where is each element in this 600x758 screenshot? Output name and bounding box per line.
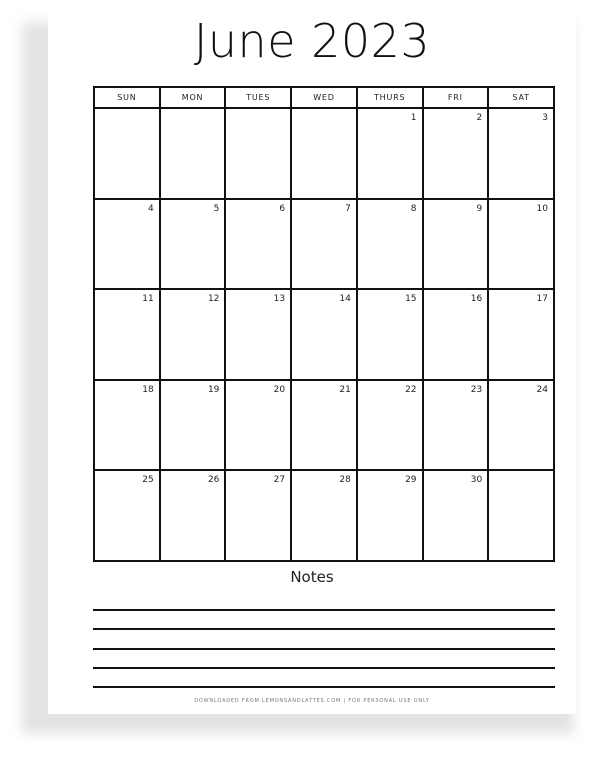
week-row: [94, 289, 554, 380]
day-cell: 6: [225, 199, 291, 290]
day-cell: 1: [357, 108, 423, 199]
day-cell: 21: [291, 380, 357, 471]
calendar-title: June 2023: [193, 14, 431, 68]
week-row: [94, 108, 554, 199]
day-cell: [225, 108, 291, 199]
week-row: [94, 380, 554, 471]
calendar-grid: [93, 86, 555, 562]
weekday-header-row: [94, 87, 554, 108]
day-cell: 2: [423, 108, 489, 199]
day-cell: 30: [423, 470, 489, 561]
note-line: [93, 667, 555, 669]
notes-heading: Notes: [290, 568, 334, 586]
day-cell: 4: [94, 199, 160, 290]
day-cell: 27: [225, 470, 291, 561]
day-cell: 28: [291, 470, 357, 561]
day-cell: 16: [423, 289, 489, 380]
day-cell: 22: [357, 380, 423, 471]
day-cell: 3: [488, 108, 554, 199]
day-cell: 20: [225, 380, 291, 471]
note-line: [93, 609, 555, 611]
day-cell: 24: [488, 380, 554, 471]
weekday-header: TUES: [225, 87, 291, 108]
day-cell: 9: [423, 199, 489, 290]
day-cell: 5: [160, 199, 226, 290]
day-cell: 29: [357, 470, 423, 561]
day-cell: 25: [94, 470, 160, 561]
weekday-header: FRI: [423, 87, 489, 108]
day-cell: 23: [423, 380, 489, 471]
day-cell: 7: [291, 199, 357, 290]
day-cell: 17: [488, 289, 554, 380]
day-cell: [94, 108, 160, 199]
weekday-header: THURS: [357, 87, 423, 108]
day-cell: 8: [357, 199, 423, 290]
footer-credit: DOWNLOADED FROM LEMONSANDLATTES.COM | FOR PERSONAL USE ONLY: [194, 698, 430, 704]
week-row: [94, 470, 554, 561]
day-cell: 10: [488, 199, 554, 290]
day-cell: 18: [94, 380, 160, 471]
day-cell: [160, 108, 226, 199]
weekday-header: SUN: [94, 87, 160, 108]
note-line: [93, 686, 555, 688]
weekday-header: MON: [160, 87, 226, 108]
day-cell: 14: [291, 289, 357, 380]
note-line: [93, 648, 555, 650]
day-cell: 11: [94, 289, 160, 380]
day-cell: [291, 108, 357, 199]
note-line: [93, 628, 555, 630]
calendar-page: [48, 0, 576, 714]
day-cell: 26: [160, 470, 226, 561]
weekday-header: SAT: [488, 87, 554, 108]
day-cell: 12: [160, 289, 226, 380]
day-cell: 13: [225, 289, 291, 380]
day-cell: 19: [160, 380, 226, 471]
day-cell: [488, 470, 554, 561]
week-row: [94, 199, 554, 290]
weekday-header: WED: [291, 87, 357, 108]
day-cell: 15: [357, 289, 423, 380]
